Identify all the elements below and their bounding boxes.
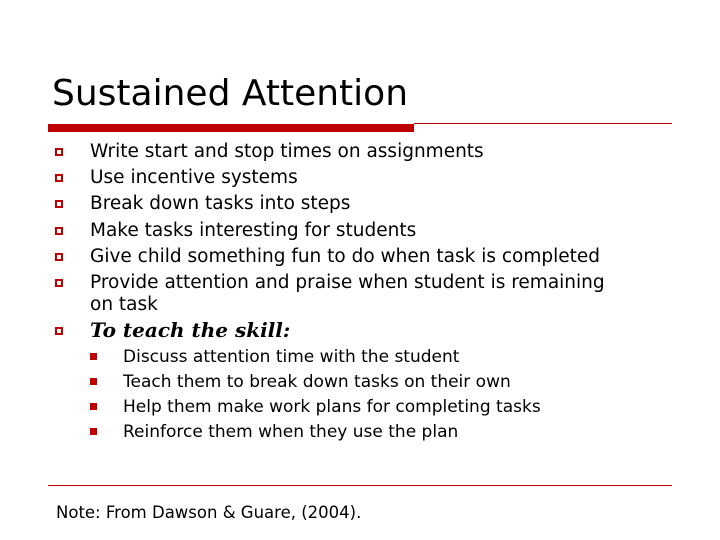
title-underline-thick [48, 124, 414, 132]
bullet-text: Write start and stop times on assignments [90, 141, 484, 162]
bullet-text: Make tasks interesting for students [90, 220, 417, 241]
sub-bullet-text: Teach them to break down tasks on their own [123, 372, 511, 392]
sub-bullet-text: Help them make work plans for completing tasks [123, 397, 541, 417]
subheading: To teach the skill: [90, 318, 291, 342]
hollow-square-bullet-icon [55, 327, 63, 335]
slide-title: Sustained Attention [52, 73, 409, 114]
filled-square-bullet-icon [90, 378, 97, 385]
bullet-text-continuation: on task [90, 294, 158, 315]
hollow-square-bullet-icon [55, 200, 63, 208]
filled-square-bullet-icon [90, 403, 97, 410]
hollow-square-bullet-icon [55, 227, 63, 235]
sub-bullet-text: Reinforce them when they use the plan [123, 422, 459, 442]
footer-divider [48, 485, 672, 486]
title-underline-thin [414, 123, 672, 124]
bullet-text: Use incentive systems [90, 167, 298, 188]
hollow-square-bullet-icon [55, 279, 63, 287]
filled-square-bullet-icon [90, 428, 97, 435]
sub-bullet-text: Discuss attention time with the student [123, 347, 460, 367]
bullet-text: Give child something fun to do when task is completed [90, 246, 601, 267]
hollow-square-bullet-icon [55, 174, 63, 182]
filled-square-bullet-icon [90, 353, 97, 360]
bullet-text: Provide attention and praise when student is remaining [90, 272, 605, 293]
bullet-text: Break down tasks into steps [90, 193, 351, 214]
source-note: Note: From Dawson & Guare, (2004). [56, 503, 362, 522]
hollow-square-bullet-icon [55, 148, 63, 156]
hollow-square-bullet-icon [55, 253, 63, 261]
